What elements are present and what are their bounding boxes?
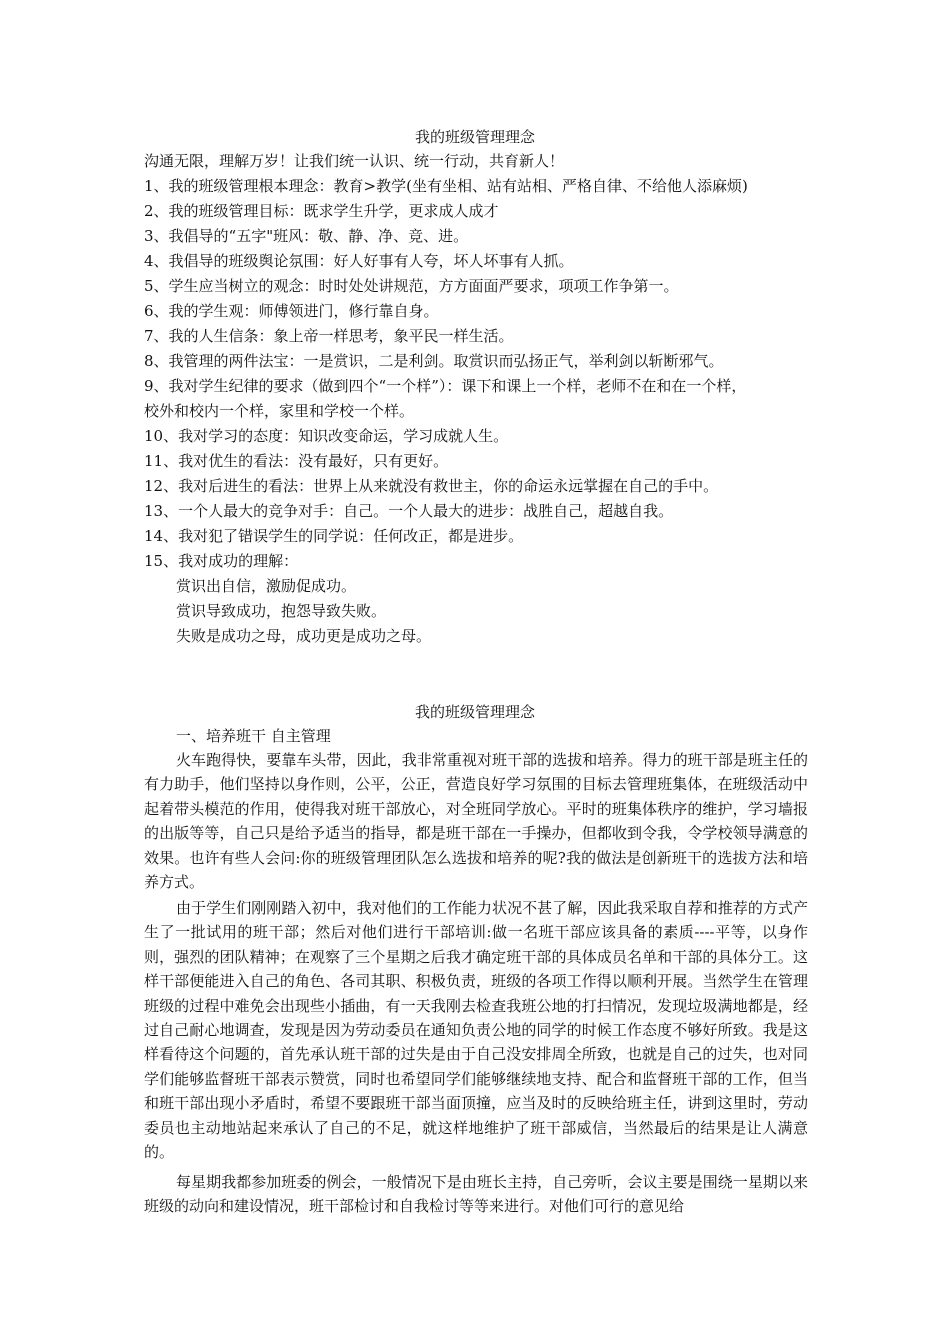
text-line: 沟通无限，理解万岁！让我们统一认识、统一行动，共育新人！ (144, 152, 565, 170)
section-title: 我的班级管理理念 (414, 703, 535, 721)
text-line: 9、我对学生纪律的要求（做到四个“一个样”）：课下和课上一个样，老师不在和在一个样， (144, 377, 747, 395)
text-line: 14、我对犯了错误学生的同学说：任何改正，都是进步。 (144, 527, 524, 545)
text-line: 1、我的班级管理根本理念：教育>教学(坐有坐相、站有站相、严格自律、不给他人添麻烦) (144, 177, 748, 195)
text-line: 11、我对优生的看法：没有最好，只有更好。 (144, 452, 449, 470)
text-line: 8、我管理的两件法宝：一是赏识，二是利剑。取赏识而弘扬正气，举利剑以斩断邪气。 (144, 352, 724, 370)
text-line: 3、我倡导的“五字"班风：敬、静、净、竞、进。 (144, 227, 469, 245)
text-line: 15、我对成功的理解： (144, 552, 299, 570)
text-line: 失败是成功之母，成功更是成功之母。 (176, 627, 432, 645)
paragraph: 每星期我都参加班委的例会，一般情况下是由班长主持，自己旁听，会议主要是围绕一星期以来班级的动向和建设情况，班干部检讨和自我检讨等等来进行。对他们可行的意见给 (144, 1173, 808, 1216)
text-line: 校外和校内一个样，家里和学校一个样。 (144, 402, 415, 420)
text-line: 6、我的学生观：师傅领进门，修行靠自身。 (144, 302, 439, 320)
text-line: 10、我对学习的态度：知识改变命运，学习成就人生。 (144, 427, 509, 445)
paragraph: 火车跑得快，要靠车头带，因此，我非常重视对班干部的选拔和培养。得力的班干部是班主任的有力助手，他们坚持以身作则，公平，公正，营造良好学习氛围的目标去管理班集体，在班级活动中起着带头模范的作用，使得我对班干部放心，对全班同学放心。平时的班集体秩序的维护，学习墙报的出版等等，自己只是给予适当的指导，都是班干部在一手操办，但都收到令我，令学校领导满意的效果。也许有些人会问:你的班级管理团队怎么选拔和培养的呢?我的做法是创新班干的选拔方法和培养方式。 (144, 751, 808, 892)
text-line: 13、一个人最大的竞争对手：自己。一个人最大的进步：战胜自己，超越自我。 (144, 502, 674, 520)
text-line: 2、我的班级管理目标：既求学生升学，更求成人成才 (144, 202, 499, 220)
paragraph: 由于学生们刚刚踏入初中，我对他们的工作能力状况不甚了解，因此我采取自荐和推荐的方式产生了一批试用的班干部；然后对他们进行干部培训:做一名班干部应该具备的素质----平等，以身作则，强烈的团队精神；在观察了三个星期之后我才确定班干部的具体成员名单和干部的具体分工。这样干部便能进入自己的角色、各司其职、积极负责，班级的各项工作得以顺利开展。当然学生在管理班级的过程中难免会出现些小插曲，有一天我刚去检查我班公地的打扫情况，发现垃圾满地都是，经过自己耐心地调查，发现是因为劳动委员在通知负责公地的同学的时候工作态度不够好所致。我是这样看待这个问题的，首先承认班干部的过失是由于自己没安排周全所致，也就是自己的过失，也对同学们能够监督班干部表示赞赏，同时也希望同学们能够继续地支持、配合和监督班干部的工作，但当和班干部出现小矛盾时，希望不要跟班干部当面顶撞，应当及时的反映给班主任，讲到这里时，劳动委员也主动地站起来承认了自己的不足，就这样地维护了班干部威信，当然最后的结果是让人满意的。 (144, 899, 808, 1162)
text-line: 5、学生应当树立的观念：时时处处讲规范，方方面面严要求，项项工作争第一。 (144, 277, 679, 295)
text-line: 赏识出自信，激励促成功。 (176, 577, 357, 595)
text-line: 7、我的人生信条：象上帝一样思考，象平民一样生活。 (144, 327, 514, 345)
page-title: 我的班级管理理念 (414, 128, 535, 146)
text-line: 4、我倡导的班级舆论氛围：好人好事有人夸，坏人坏事有人抓。 (144, 252, 574, 270)
text-line: 赏识导致成功，抱怨导致失败。 (176, 602, 387, 620)
subheading: 一、培养班干 自主管理 (176, 727, 331, 745)
text-line: 12、我对后进生的看法：世界上从来就没有救世主，你的命运永远掌握在自己的手中。 (144, 477, 719, 495)
